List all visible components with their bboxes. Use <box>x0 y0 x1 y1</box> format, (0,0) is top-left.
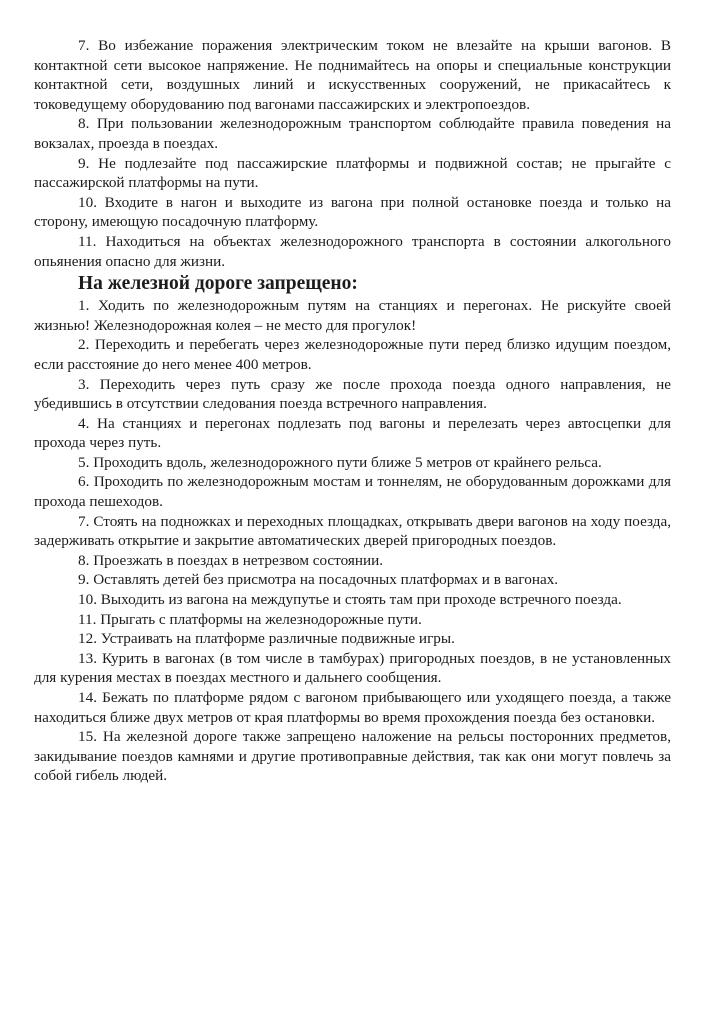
prohibition-paragraph: 3. Переходить через путь сразу же после прохода поезда одного направления, не убедившись в отсутствии следования поезда встречного направления. <box>34 375 671 413</box>
rule-paragraph: 9. Не подлезайте под пассажирские платформы и подвижной состав; не прыгайте с пассажирской платформы на пути. <box>34 154 671 192</box>
section-heading: На железной дороге запрещено: <box>78 273 358 295</box>
prohibition-paragraph: 14. Бежать по платформе рядом с вагоном прибывающего или уходящего поезда, а также находиться ближе двух метров от края платформы во время прохождения поезда без остановки. <box>34 689 671 726</box>
prohibition-paragraph: 15. На железной дороге также запрещено наложение на рельсы посторонних предметов, закидывание поездов камнями и другие противоправные действия, так как они могут повлечь за собой гибель людей. <box>34 728 671 785</box>
prohibition-paragraph: 8. Проезжать в поездах в нетрезвом состоянии. <box>78 551 384 569</box>
safety-rules-list <box>34 36 671 271</box>
prohibited-list <box>34 296 671 786</box>
prohibition-paragraph: 2. Переходить и перебегать через железнодорожные пути перед близко идущим поездом, если расстояние до него менее 400 метров. <box>34 336 671 373</box>
prohibition-paragraph: 10. Выходить из вагона на междупутье и стоять там при проходе встречного поезда. <box>78 591 622 609</box>
prohibition-paragraph: 7. Стоять на подножках и переходных площадках, открывать двери вагонов на ходу поезда, задерживать открытие и закрытие автоматических дверей пригородных поездов. <box>34 512 671 550</box>
prohibition-paragraph: 1. Ходить по железнодорожным путям на станциях и перегонах. Не рискуйте своей жизнью! Железнодорожная колея – не место для прогулок! <box>34 297 671 334</box>
prohibition-paragraph: 12. Устраивать на платформе различные подвижные игры. <box>78 630 455 648</box>
prohibition-paragraph: 5. Проходить вдоль, железнодорожного пути ближе 5 метров от крайнего рельса. <box>78 453 602 471</box>
rule-paragraph: 8. При пользовании железнодорожным транспортом соблюдайте правила поведения на вокзалах, проезда в поездах. <box>34 115 671 152</box>
document-page <box>34 36 671 786</box>
rule-paragraph: 11. Находиться на объектах железнодорожного транспорта в состоянии алкогольного опьянения опасно для жизни. <box>34 232 671 270</box>
prohibition-paragraph: 13. Курить в вагонах (в том числе в тамбурах) пригородных поездов, в не установленных для курения местах в поездах местного и дальнего сообщения. <box>34 649 671 687</box>
prohibition-paragraph: 11. Прыгать с платформы на железнодорожные пути. <box>78 610 422 628</box>
rule-paragraph: 10. Входите в нагон и выходите из вагона при полной остановке поезда и только на сторону, имеющую посадочную платформу. <box>34 193 671 231</box>
prohibition-paragraph: 9. Оставлять детей без присмотра на посадочных платформах и в вагонах. <box>78 571 559 589</box>
prohibition-paragraph: 6. Проходить по железнодорожным мостам и тоннелям, не оборудованным дорожками для прохода пешеходов. <box>34 473 671 511</box>
rule-paragraph: 7. Во избежание поражения электрическим током не влезайте на крыши вагонов. В контактной сети высокое напряжение. Не поднимайтесь на опоры и специальные конструкции контактной сети, воздушных линий и искусственных сооружений, не прикасайтесь к токоведущему оборудованию под вагонами пассажирских и электропоездов. <box>34 37 671 113</box>
prohibition-paragraph: 4. На станциях и перегонах подлезать под вагоны и перелезать через автосцепки для прохода через путь. <box>34 414 671 452</box>
